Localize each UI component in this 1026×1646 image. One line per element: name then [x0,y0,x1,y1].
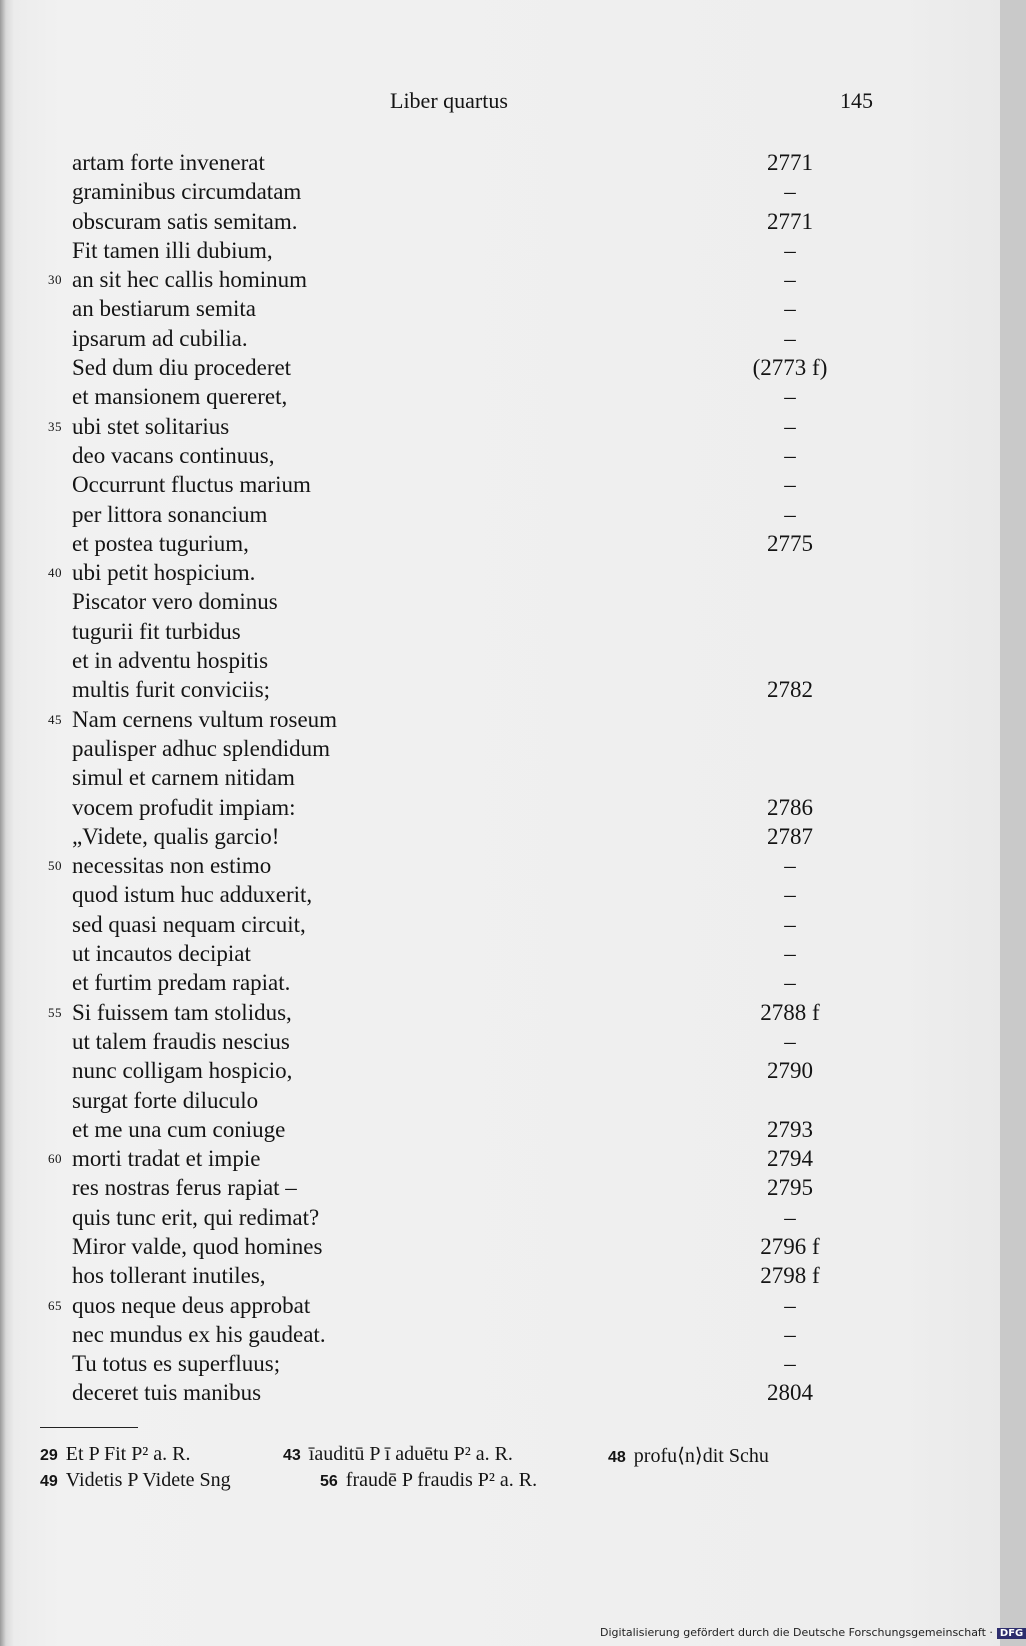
reference-number: – [784,237,796,263]
verse-text: et mansionem quereret, [72,384,288,410]
footnote-text: fraudē P fraudis P² a. R. [345,1469,538,1491]
verse-text: Miror valde, quod homines [72,1233,323,1259]
reference-number: – [784,853,796,879]
reference-number: – [784,179,796,205]
verse-line [0,1027,1000,1056]
verse-text: et furtim predam rapiat. [72,970,291,996]
verse-line [0,1291,1000,1320]
verse-line [0,1261,1000,1290]
verse-text: sed quasi nequam circuit, [72,911,306,937]
verse-lines [0,148,1000,1408]
footnote [608,1443,769,1468]
reference-number: – [784,267,796,293]
footnote [40,1469,231,1492]
verse-text: et postea tugurium, [72,530,249,556]
reference-number: 2786 [767,794,813,820]
verse-text: graminibus circumdatam [72,179,302,205]
reference-number: – [784,1321,796,1347]
verse-text: ubi stet solitarius [72,413,230,439]
verse-text: et in adventu hospitis [72,648,269,674]
verse-line [0,763,1000,792]
verse-line [0,646,1000,675]
reference-number: – [784,442,796,468]
verse-line [0,441,1000,470]
verse-line [0,470,1000,499]
verse-text: artam forte invenerat [72,150,265,175]
verse-text: quod istum huc adduxerit, [72,882,313,908]
verse-text: necessitas non estimo [72,853,272,879]
verse-text: deo vacans continuus, [72,442,275,468]
verse-line [0,1115,1000,1144]
verse-line [0,734,1000,763]
verse-line [0,353,1000,382]
reference-number: 2771 [767,208,813,234]
verse-line [0,1203,1000,1232]
verse-line [0,587,1000,616]
verse-line [0,1349,1000,1378]
verse-text: ubi petit hospicium. [72,560,256,586]
verse-text: obscuram satis semitam. [72,208,298,234]
verse-line [0,880,1000,909]
reference-number: – [784,413,796,439]
verse-line [0,1056,1000,1085]
verse-text: surgat forte diluculo [72,1087,259,1113]
verse-line [0,1378,1000,1407]
footnote-rule [40,1427,138,1428]
reference-number: 2788 f [760,999,820,1025]
line-number: 50 [48,858,62,874]
footnote-number: 49 [40,1473,58,1490]
verse-line [0,529,1000,558]
verse-text: paulisper adhuc splendidum [72,735,331,761]
verse-text: an bestiarum semita [72,296,256,322]
verse-text: nunc colligam hospicio, [72,1058,293,1084]
reference-number: (2773 f) [752,355,828,381]
verse-line [0,998,1000,1027]
verse-line [0,1320,1000,1349]
verse-line [0,968,1000,997]
page-header [0,88,1000,120]
line-number: 40 [48,565,62,581]
footnote-text: Et P Fit P² a. R. [65,1443,191,1465]
verse-line [0,412,1000,441]
reference-number: 2787 [767,823,813,849]
footnote-text: īauditū P ī aduētu P² a. R. [308,1443,513,1465]
verse-text: quos neque deus approbat [72,1292,311,1318]
verse-line [0,558,1000,587]
reference-number: – [784,1204,796,1230]
verse-line [0,1144,1000,1173]
verse-text: deceret tuis manibus [72,1380,262,1406]
footnote-number: 43 [283,1447,301,1464]
verse-line [0,939,1000,968]
line-number: 55 [48,1004,62,1020]
reference-number: – [784,882,796,908]
reference-number: 2775 [767,530,813,556]
verse-text: Sed dum diu procederet [72,355,292,381]
running-title: Liber quartus [390,88,508,113]
verse-text: per littora sonancium [72,501,268,527]
verse-text: Occurrunt fluctus marium [72,472,311,498]
verse-line [0,851,1000,880]
verse-text: Si fuissem tam stolidus, [72,999,292,1025]
reference-number: 2796 f [760,1233,820,1259]
verse-line [0,822,1000,851]
reference-number: 2798 f [760,1263,820,1289]
verse-line [0,265,1000,294]
reference-number: 2794 [767,1146,813,1172]
footnote-number: 56 [320,1473,338,1490]
verse-text: ut incautos decipiat [72,941,251,967]
reference-number: – [784,384,796,410]
verse-line [0,382,1000,411]
verse-text: Tu totus es superfluus; [72,1351,281,1377]
verse-line [0,1232,1000,1261]
reference-number: 2771 [767,150,813,175]
verse-line [0,294,1000,323]
reference-number: 2790 [767,1058,813,1084]
verse-line [0,705,1000,734]
footnote [283,1443,513,1466]
reference-number: – [784,472,796,498]
verse-text: ut talem fraudis nescius [72,1028,290,1054]
line-number: 30 [48,272,62,288]
footnote-text: profu⟨n⟩dit Schu [633,1445,769,1467]
reference-number: – [784,501,796,527]
footnote-number: 48 [608,1449,626,1466]
verse-text: quis tunc erit, qui redimat? [72,1204,320,1230]
reference-number: – [784,1028,796,1054]
verse-line [0,1173,1000,1202]
verse-text: morti tradat et impie [72,1146,261,1172]
verse-line [0,324,1000,353]
reference-number: 2795 [767,1175,813,1201]
verse-line [0,148,1000,177]
verse-text: „Videte, qualis garcio! [72,823,280,849]
dfg-logo: DFG [997,1628,1026,1639]
reference-number: – [784,296,796,322]
digitization-credit [600,1626,1024,1646]
page-number: 145 [840,88,873,113]
verse-line [0,500,1000,529]
verse-text: res nostras ferus rapiat – [72,1175,297,1201]
verse-text: tugurii fit turbidus [72,618,241,644]
line-number: 45 [48,711,62,727]
reference-number: – [784,1292,796,1318]
verse-text: simul et carnem nitidam [72,765,295,791]
footnote [320,1469,537,1492]
verse-text: nec mundus ex his gaudeat. [72,1321,326,1347]
verse-line [0,207,1000,236]
verse-text: Fit tamen illi dubium, [72,237,273,263]
reference-number: – [784,941,796,967]
verse-line [0,1086,1000,1115]
verse-line [0,236,1000,265]
verse-line [0,793,1000,822]
verse-text: ipsarum ad cubilia. [72,325,248,351]
line-number: 35 [48,418,62,434]
verse-line [0,177,1000,206]
footnote [40,1443,191,1466]
verse-line [0,910,1000,939]
verse-text: an sit hec callis hominum [72,267,308,293]
reference-number: 2793 [767,1116,813,1142]
reference-number: – [784,911,796,937]
verse-line [0,617,1000,646]
verse-line [0,675,1000,704]
footnote-number: 29 [40,1447,58,1464]
line-number: 65 [48,1297,62,1313]
reference-number: – [784,970,796,996]
reference-number: – [784,1351,796,1377]
verse-text: Nam cernens vultum roseum [72,706,338,732]
verse-text: vocem profudit impiam: [72,794,296,820]
verse-text: hos tollerant inutiles, [72,1263,266,1289]
footnote-text: Videtis P Videte Sng [65,1469,231,1491]
verse-text: et me una cum coniuge [72,1116,286,1142]
reference-number: 2804 [767,1380,813,1406]
verse-text: Piscator vero dominus [72,589,278,615]
credit-text: Digitalisierung gefördert durch die Deutsche Forschungsgemeinschaft · [600,1626,993,1639]
reference-number: – [784,325,796,351]
verse-text: multis furit conviciis; [72,677,271,703]
line-number: 60 [48,1151,62,1167]
reference-number: 2782 [767,677,813,703]
